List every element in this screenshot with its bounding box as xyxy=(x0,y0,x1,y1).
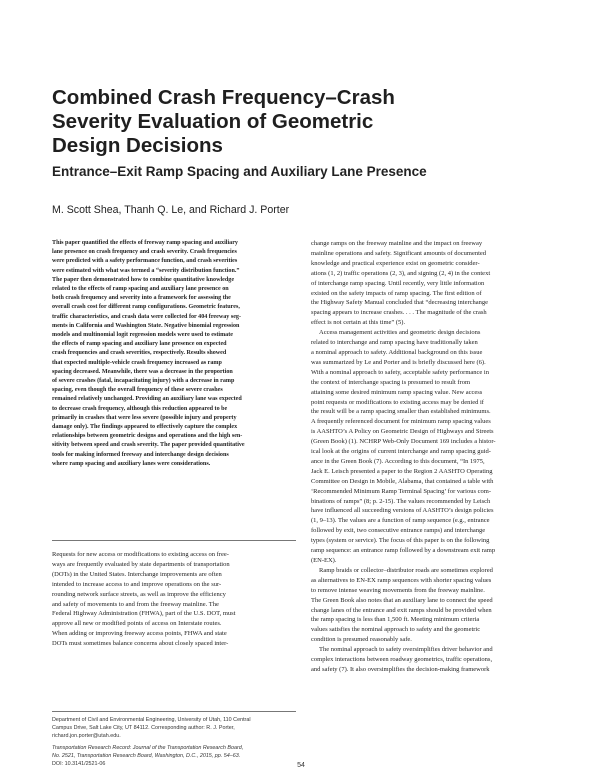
body-text-line: attaining some desired minimum ramp spacing value. New access xyxy=(311,388,483,396)
body-text-line: Ramp braids or collector–distributor roads are sometimes explored xyxy=(319,566,493,574)
body-text-line: a nominal approach to safety. Additional background on this issue xyxy=(311,348,483,356)
body-text-line: Jack E. Leisch presented a paper to the Region 2 AASHTO Operating xyxy=(311,467,493,475)
body-text-line: and safety (7). It also oversimplifies the decision-making framework xyxy=(311,665,490,673)
abstract-line: were predicted with a safety performance function, and crash severities xyxy=(52,258,238,265)
abstract xyxy=(52,239,296,469)
abstract-line: spacing, even though the overall frequency of these severe crashes xyxy=(52,387,223,394)
body-text-line: (1, 9–13). The values are a function of ramp sequence (e.g., entrance xyxy=(311,517,490,525)
affiliation-line: Department of Civil and Environmental Engineering, University of Utah, 110 Central xyxy=(52,717,251,723)
abstract-line: remained relatively unchanged. Providing an auxiliary lane was expected xyxy=(52,396,242,403)
paper-subtitle: Entrance–Exit Ramp Spacing and Auxiliary Lane Presence xyxy=(52,164,427,179)
abstract-line: where ramp spacing and auxiliary lanes were considerations. xyxy=(52,460,211,467)
body-text-line: Federal Highway Administration (FHWA), part of the U.S. DOT, must xyxy=(52,610,236,618)
right-column-text xyxy=(311,239,557,675)
body-text-line: related to interchange and ramp spacing have traditionally taken xyxy=(311,339,478,347)
citation-line: No. 2521, Transportation Research Board, Washington, D.C., 2015, pp. 54–63. xyxy=(52,753,241,759)
body-text-line: DOTs must sometimes balance concerns about closely spaced inter- xyxy=(52,640,229,648)
body-text-line: effect is not certain at this time” (5). xyxy=(311,319,406,327)
body-text-line: the result will be a ramp spacing smaller than established minimums. xyxy=(311,408,491,416)
author-affiliation xyxy=(52,716,296,740)
abstract-line: relationships between geometric designs and operations and the high sen- xyxy=(52,433,243,440)
body-text-line: ical look at the origins of current interchange and ramp spacing guid- xyxy=(311,448,491,456)
paper-title xyxy=(52,86,552,158)
body-text-line: rounding network surface streets, as well as improve the efficiency xyxy=(52,590,226,598)
body-text-line: have influenced all succeeding versions of AASHTO’s design policies xyxy=(311,507,494,515)
abstract-line: traffic characteristics, and crash data were collected for 404 freeway seg- xyxy=(52,313,242,320)
body-text-line: intended to increase access to and improve operations on the sur- xyxy=(52,580,222,588)
body-text-line: ways are frequently evaluated by state departments of transportation xyxy=(52,560,230,568)
body-text-line: followed by exit, two consecutive entrance ramps) and interchange xyxy=(311,527,486,535)
body-text-line: knowledge and practical experience exist on geometric consider- xyxy=(311,259,480,267)
body-text-line: The Green Book also notes that an auxiliary lane to connect the speed xyxy=(311,596,493,604)
abstract-line: of severe crashes (fatal, incapacitating injury) with a decrease in ramp xyxy=(52,378,235,385)
abstract-line: sitivity between speed and crash severity. The paper provided quantitative xyxy=(52,442,245,449)
body-text-line: When adding or improving freeway access points, FHWA and state xyxy=(52,630,227,638)
body-text-line: of interchange ramp spacing. Until recently, very little information xyxy=(311,279,485,287)
citation-line: Transportation Research Record: Journal of the Transportation Research Board, xyxy=(52,745,244,751)
body-text-line: is AASHTO’s A Policy on Geometric Design of Highways and Streets xyxy=(311,428,494,436)
body-text-line: complex interactions between roadway geometrics, traffic operations, xyxy=(311,656,493,664)
page-number: 54 xyxy=(297,762,305,769)
abstract-line: ments in California and Washington State. Negative binomial regression xyxy=(52,322,240,329)
affiliation-line: Campus Drive, Salt Lake City, UT 84112. Corresponding author: R. J. Porter, xyxy=(52,725,235,731)
body-text-line: ‘Recommended Minimum Ramp Terminal Spacing’ for various com- xyxy=(311,487,492,495)
abstract-line: The paper then demonstrated how to combine quantitative knowledge xyxy=(52,276,235,283)
journal-citation xyxy=(52,744,296,768)
body-text-line: mainline operations and safety. Significant amounts of documented xyxy=(311,249,487,257)
body-text-line: the ramp spacing is less than 1,500 ft. Meeting minimum criteria xyxy=(311,616,480,624)
body-text-line: condition is presumed reasonably safe. xyxy=(311,636,412,644)
body-text-line: and safety of movements to and from the freeway mainline. The xyxy=(52,600,219,608)
abstract-line: tools for making informed freeway and interchange design decisions xyxy=(52,451,229,458)
body-text-line: Requests for new access or modifications to existing access on free- xyxy=(52,551,229,558)
body-text-line: A frequently referenced document for minimum ramp spacing values xyxy=(311,418,491,426)
body-text-line: ramp sequence: an entrance ramp followed by a downstream exit ramp xyxy=(311,547,496,555)
abstract-line: spacing decreased. Meanwhile, there was a decrease in the proportion xyxy=(52,368,233,375)
footnote-divider xyxy=(52,711,296,712)
abstract-line: lane presence on crash frequency and crash severity. Crash frequencies xyxy=(52,249,237,256)
body-text-line: to remove intense weaving movements from the freeway mainline. xyxy=(311,586,485,594)
introduction-text xyxy=(52,550,296,649)
body-text-line: spacing appears to increase crashes. . . . The magnitude of the crash xyxy=(311,309,487,317)
affiliation-line: richard.jon.porter@utah.edu. xyxy=(52,733,121,739)
body-text-line: types (system or service). The focus of this paper is on the following xyxy=(311,537,490,545)
abstract-line: crash frequencies and crash severities, respectively. Results showed xyxy=(52,350,227,357)
abstract-line: were estimated with what was termed a “severity distribution function.” xyxy=(52,267,240,274)
body-text-line: (EN-EX). xyxy=(311,557,337,564)
body-text-line: existed on the safety impacts of ramp spacing. The first edition of xyxy=(311,289,482,297)
body-text-line: (DOTs) in the United States. Interchange improvements are often xyxy=(52,570,222,578)
abstract-line: overall crash cost for different ramp configurations. Geometric features, xyxy=(52,304,240,311)
body-text-line: point requests or modifications to existing access may be denied if xyxy=(311,398,484,406)
citation-line: DOI: 10.3141/2521-06 xyxy=(52,761,106,767)
abstract-line: related to the effects of ramp spacing and auxiliary lane presence on xyxy=(52,286,229,293)
body-text-line: change lanes of the entrance and exit ramps should be provided when xyxy=(311,606,492,614)
abstract-line: that expected multiple-vehicle crash frequency increased as ramp xyxy=(52,359,222,366)
abstract-line: both crash frequency and severity into a framework for assessing the xyxy=(52,295,231,302)
abstract-line: This paper quantified the effects of freeway ramp spacing and auxiliary xyxy=(52,240,238,246)
body-text-line: Access management activities and geometric design decisions xyxy=(319,329,481,337)
author-list: M. Scott Shea, Thanh Q. Le, and Richard J. Porter xyxy=(52,204,290,216)
abstract-line: to decrease crash frequency, although this reduction appeared to be xyxy=(52,405,228,412)
title-line: Severity Evaluation of Geometric xyxy=(52,110,374,133)
title-line: Design Decisions xyxy=(52,134,223,157)
body-text-line: change ramps on the freeway mainline and the impact on freeway xyxy=(311,240,483,247)
body-text-line: ance in the Green Book (7). According to this document, “In 1975, xyxy=(311,457,485,465)
abstract-line: models and multinomial logit regression models were used to estimate xyxy=(52,332,233,339)
body-text-line: approve all new or modified points of access on Interstate routes. xyxy=(52,620,222,628)
body-text-line: The nominal approach to safety oversimplifies driver behavior and xyxy=(319,646,493,654)
body-text-line: ations (1, 2) traffic operations (2, 3), and signing (2, 4) in the context xyxy=(311,269,491,277)
abstract-line: primarily in crashes that were less severe (possible injury and property xyxy=(52,414,237,421)
title-line: Combined Crash Frequency–Crash xyxy=(52,86,395,109)
abstract-line: damage only). The findings appeared to effectively capture the complex xyxy=(52,424,238,431)
body-text-line: With a nominal approach to safety, acceptable safety performance in xyxy=(311,368,489,376)
body-text-line: (Green Book) (1). NCHRP Web-Only Document 169 includes a histor- xyxy=(311,438,496,446)
body-text-line: binations of ramps” (8; p. 2-15). The values recommended by Leisch xyxy=(311,497,491,505)
body-text-line: was summarized by Le and Porter and is briefly discussed here (6). xyxy=(311,358,486,366)
body-text-line: Committee on Design in Mobile, Alabama, that contained a table with xyxy=(311,477,494,485)
body-text-line: as alternatives to EN-EX ramp sequences with shorter spacing values xyxy=(311,576,492,584)
abstract-line: the effects of ramp spacing and auxiliary lane presence on expected xyxy=(52,341,227,348)
abstract-divider xyxy=(52,540,296,541)
body-text-line: values satisfies the nominal approach to safety and the geometric xyxy=(311,626,481,634)
body-text-line: the Highway Safety Manual concluded that “decreasing interchange xyxy=(311,299,489,307)
body-text-line: the context of interchange spacing is presumed to result from xyxy=(311,378,471,386)
